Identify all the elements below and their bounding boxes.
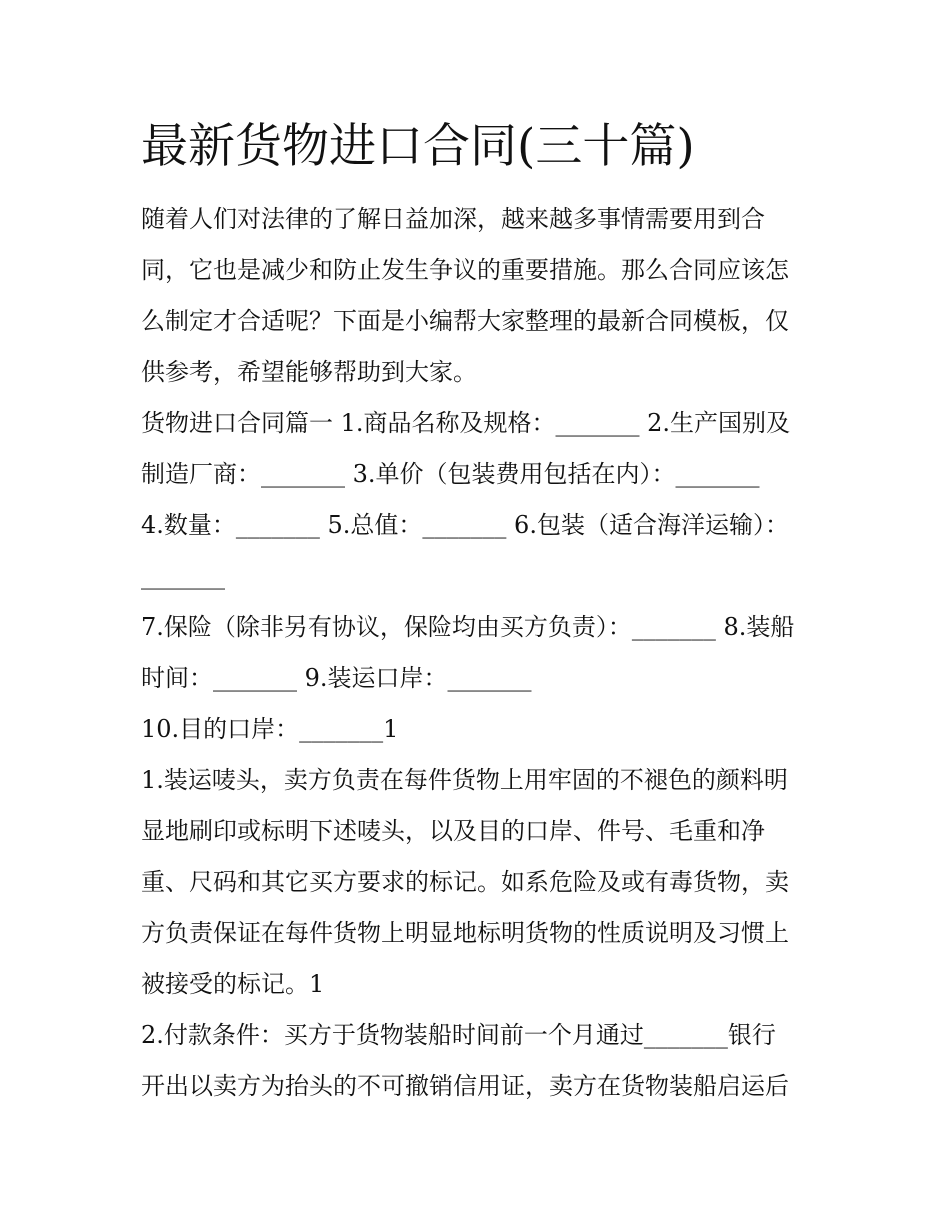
body-line: 显地刷印或标明下述唛头，以及目的口岸、件号、毛重和净	[141, 817, 765, 845]
document-body	[141, 194, 813, 1112]
body-line: 开出以卖方为抬头的不可撤销信用证，卖方在货物装船启运后	[141, 1072, 789, 1100]
body-line: 2.付款条件：买方于货物装船时间前一个月通过_______银行	[141, 1021, 776, 1049]
body-line: 制造厂商：_______ 3.单价（包装费用包括在内）：_______	[141, 460, 760, 488]
body-line: 供参考，希望能够帮助到大家。	[141, 358, 477, 386]
body-line: 1.装运唛头，卖方负责在每件货物上用牢固的不褪色的颜料明	[141, 766, 788, 794]
document-content	[141, 112, 813, 1112]
body-line: 么制定才合适呢？下面是小编帮大家整理的最新合同模板，仅	[141, 307, 789, 335]
body-line: 10.目的口岸：_______1	[141, 715, 399, 743]
body-line: 时间：_______ 9.装运口岸：_______	[141, 664, 532, 692]
body-line: 货物进口合同篇一 1.商品名称及规格：_______ 2.生产国别及	[141, 409, 791, 437]
body-line: 随着人们对法律的了解日益加深，越来越多事情需要用到合	[141, 205, 765, 233]
body-line: 同，它也是减少和防止发生争议的重要措施。那么合同应该怎	[141, 256, 789, 284]
body-line: 方负责保证在每件货物上明显地标明货物的性质说明及习惯上	[141, 919, 789, 947]
body-line: 7.保险（除非另有协议，保险均由买方负责）：_______ 8.装船	[141, 613, 795, 641]
body-line: 被接受的标记。1	[141, 970, 325, 998]
body-line: 4.数量：_______ 5.总值：_______ 6.包装（适合海洋运输）：	[141, 511, 789, 539]
body-line: 重、尺码和其它买方要求的标记。如系危险及或有毒货物，卖	[141, 868, 789, 896]
document-title: 最新货物进口合同(三十篇)	[141, 119, 695, 174]
body-line: _______	[141, 562, 225, 590]
